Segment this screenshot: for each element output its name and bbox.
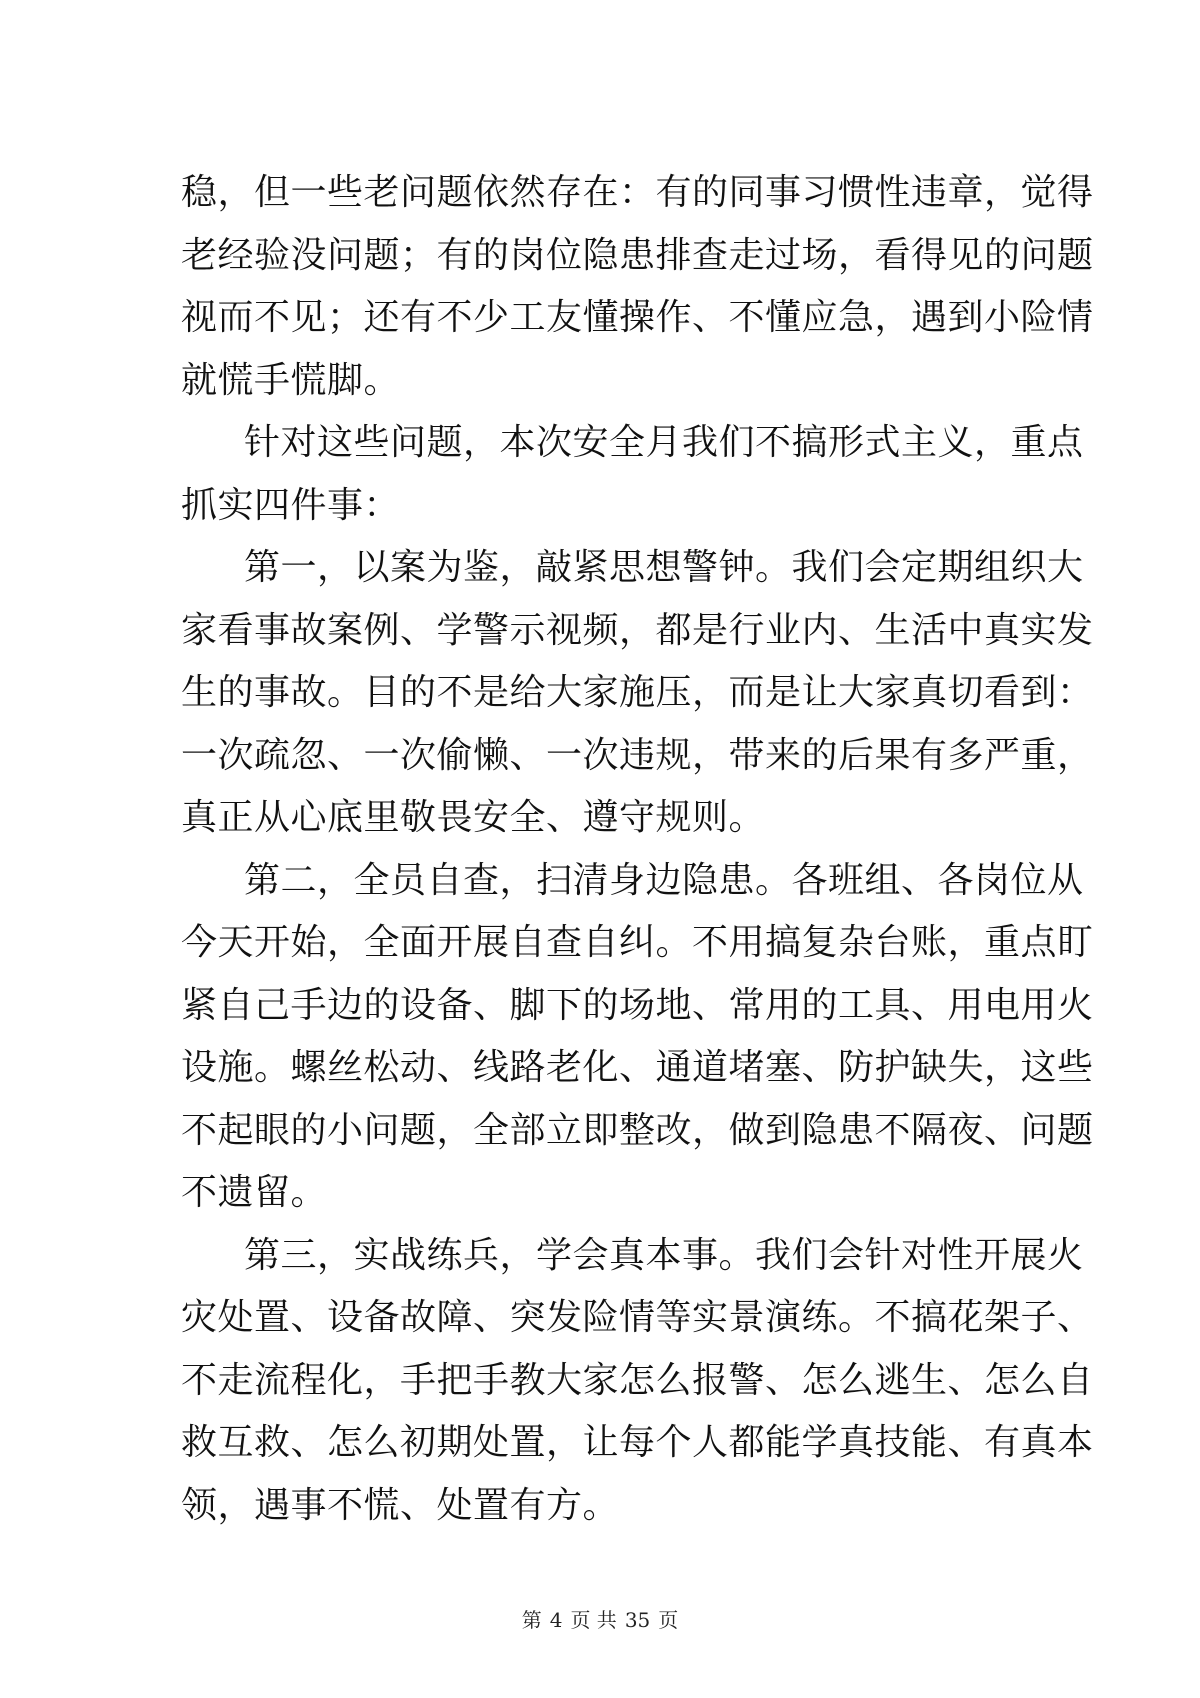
text-line: 救互救、怎么初期处置，让每个人都能学真技能、有真本 <box>181 1422 1094 1463</box>
text-line: 设施。螺丝松动、线路老化、通道堵塞、防护缺失，这些 <box>181 1047 1094 1088</box>
body-text <box>181 162 1094 1537</box>
text-line: 不起眼的小问题，全部立即整改，做到隐患不隔夜、问题 <box>181 1109 1094 1151</box>
text-line: 就慌手慌脚。 <box>181 359 401 401</box>
text-line: 抓实四件事： <box>181 484 401 526</box>
text-line: 紧自己手边的设备、脚下的场地、常用的工具、用电用火 <box>181 984 1094 1026</box>
total-page-count: 35 <box>624 1608 651 1632</box>
text-line: 不走流程化，手把手教大家怎么报警、怎么逃生、怎么自 <box>181 1359 1094 1401</box>
paragraph-first-line: 第一，以案为鉴，敲紧思想警钟。我们会定期组织大 <box>244 547 1084 588</box>
text-line: 一次疏忽、一次偷懒、一次违规，带来的后果有多严重， <box>181 734 1094 776</box>
text-line: 稳，但一些老问题依然存在：有的同事习惯性违章，觉得 <box>181 172 1094 213</box>
text-line: 真正从心底里敬畏安全、遵守规则。 <box>181 797 766 838</box>
text-line: 今天开始，全面开展自查自纠。不用搞复杂台账，重点盯 <box>181 922 1094 963</box>
page-number-footer <box>0 1604 1200 1633</box>
footer-mid: 页 共 <box>570 1608 617 1632</box>
text-line: 领，遇事不慌、处置有方。 <box>181 1484 620 1526</box>
text-line: 家看事故案例、学警示视频，都是行业内、生活中真实发 <box>181 609 1094 651</box>
text-line: 视而不见；还有不少工友懂操作、不懂应急，遇到小险情 <box>181 297 1094 338</box>
paragraph-first-line: 第二，全员自查，扫清身边隐患。各班组、各岗位从 <box>244 859 1084 901</box>
paragraph-first-line: 第三，实战练兵，学会真本事。我们会针对性开展火 <box>244 1234 1084 1276</box>
text-line: 不遗留。 <box>181 1172 328 1213</box>
text-line: 灾处置、设备故障、突发险情等实景演练。不搞花架子、 <box>181 1297 1094 1338</box>
footer-prefix: 第 <box>521 1608 542 1632</box>
footer-suffix: 页 <box>658 1608 679 1632</box>
paragraph-first-line: 针对这些问题，本次安全月我们不搞形式主义，重点 <box>244 422 1084 463</box>
text-line: 生的事故。目的不是给大家施压，而是让大家真切看到： <box>181 672 1094 713</box>
text-line: 老经验没问题；有的岗位隐患排查走过场，看得见的问题 <box>181 234 1094 276</box>
current-page-number: 4 <box>549 1608 563 1632</box>
